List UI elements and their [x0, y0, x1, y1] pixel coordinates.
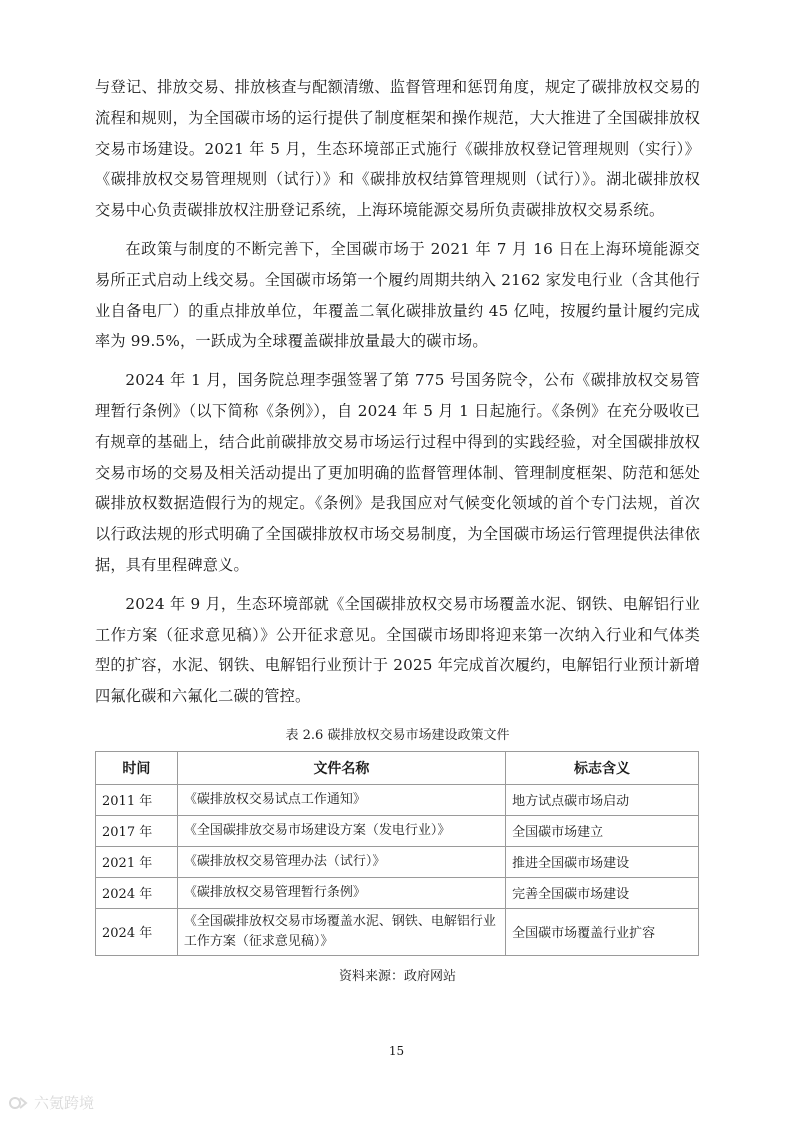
table-row: [96, 784, 699, 815]
row-time: 2024 年: [96, 877, 178, 908]
watermark-logo-icon: [8, 1094, 30, 1112]
table-caption: 表 2.6 碳排放权交易市场建设政策文件: [285, 727, 510, 743]
table-row: [96, 908, 699, 955]
table-row: [96, 877, 699, 908]
paragraph-4: 2024 年 9 月，生态环境部就《全国碳排放权交易市场覆盖水泥、钢铁、电解铝行业工作方案（征求意见稿）》公开征求意见。全国碳市场即将迎来第一次纳入行业和气体类型的扩容，水泥、钢铁、电解铝行业预计于 2025 年完成首次履约，电解铝行业预计新增四氟化碳和六氟化二碳的管控。: [95, 594, 700, 706]
row-meaning: 全国碳市场建立: [506, 815, 699, 846]
row-document: 《全国碳排放交易市场建设方案（发电行业）》: [177, 815, 505, 846]
paragraph-2: 在政策与制度的不断完善下，全国碳市场于 2021 年 7 月 16 日在上海环境能源交易所正式启动上线交易。全国碳市场第一个履约周期共纳入 2162 家发电行业（含其他行业自备电厂）的重点排放单位，年覆盖二氧化碳排放量约 45 亿吨，按履约量计履约完成率为 99.5%，一跃成为全球覆盖碳排放量最大的碳市场。: [95, 239, 700, 351]
row-document: 《碳排放权交易试点工作通知》: [177, 784, 505, 815]
header-time: 时间: [96, 751, 178, 784]
row-document: 《碳排放权交易管理暂行条例》: [177, 877, 505, 908]
policy-table: [95, 751, 699, 956]
watermark-text: 六氪跨境: [34, 1094, 95, 1112]
row-meaning: 推进全国碳市场建设: [506, 846, 699, 877]
row-time: 2024 年: [96, 908, 178, 955]
row-meaning: 全国碳市场覆盖行业扩容: [506, 908, 699, 955]
table-source: 资料来源：政府网站: [338, 968, 456, 984]
table-row: [96, 815, 699, 846]
row-meaning: 地方试点碳市场启动: [506, 784, 699, 815]
row-time: 2011 年: [96, 784, 178, 815]
table-row: [96, 846, 699, 877]
row-time: 2017 年: [96, 815, 178, 846]
page-number: 15: [388, 1044, 405, 1058]
paragraph-3: 2024 年 1 月，国务院总理李强签署了第 775 号国务院令，公布《碳排放权交易管理暂行条例》（以下简称《条例》），自 2024 年 5 月 1 日起施行。《条例》在充分吸收已有规章的基础上，结合此前碳排放交易市场运行过程中得到的实践经验，对全国碳排放权交易市场的交易及相关活动提出了更加明确的监督管理体制、管理制度框架、防范和惩处碳排放权数据造假行为的规定。《条例》是我国应对气候变化领域的首个专门法规，首次以行政法规的形式明确了全国碳排放权市场交易制度，为全国碳市场运行管理提供法律依据，具有里程碑意义。: [95, 371, 700, 574]
header-document: 文件名称: [177, 751, 505, 784]
watermark: [8, 1092, 94, 1113]
row-time: 2021 年: [96, 846, 178, 877]
row-meaning: 完善全国碳市场建设: [506, 877, 699, 908]
table-header-row: [96, 751, 699, 784]
header-meaning: 标志含义: [506, 751, 699, 784]
paragraph-1: 与登记、排放交易、排放核查与配额清缴、监督管理和惩罚角度，规定了碳排放权交易的流程和规则，为全国碳市场的运行提供了制度框架和操作规范，大大推进了全国碳排放权交易市场建设。2021 年 5 月，生态环境部正式施行《碳排放权登记管理规则（实行）》《碳排放权交易管理规则（试行）》和《碳排放权结算管理规则（试行）》。湖北碳排放权交易中心负责碳排放权注册登记系统，上海环境能源交易所负责碳排放权交易系统。: [95, 78, 700, 220]
row-document: 《碳排放权交易管理办法（试行）》: [177, 846, 505, 877]
row-document: 《全国碳排放权交易市场覆盖水泥、钢铁、电解铝行业工作方案（征求意见稿）》: [177, 908, 505, 955]
document-page: [95, 72, 700, 984]
